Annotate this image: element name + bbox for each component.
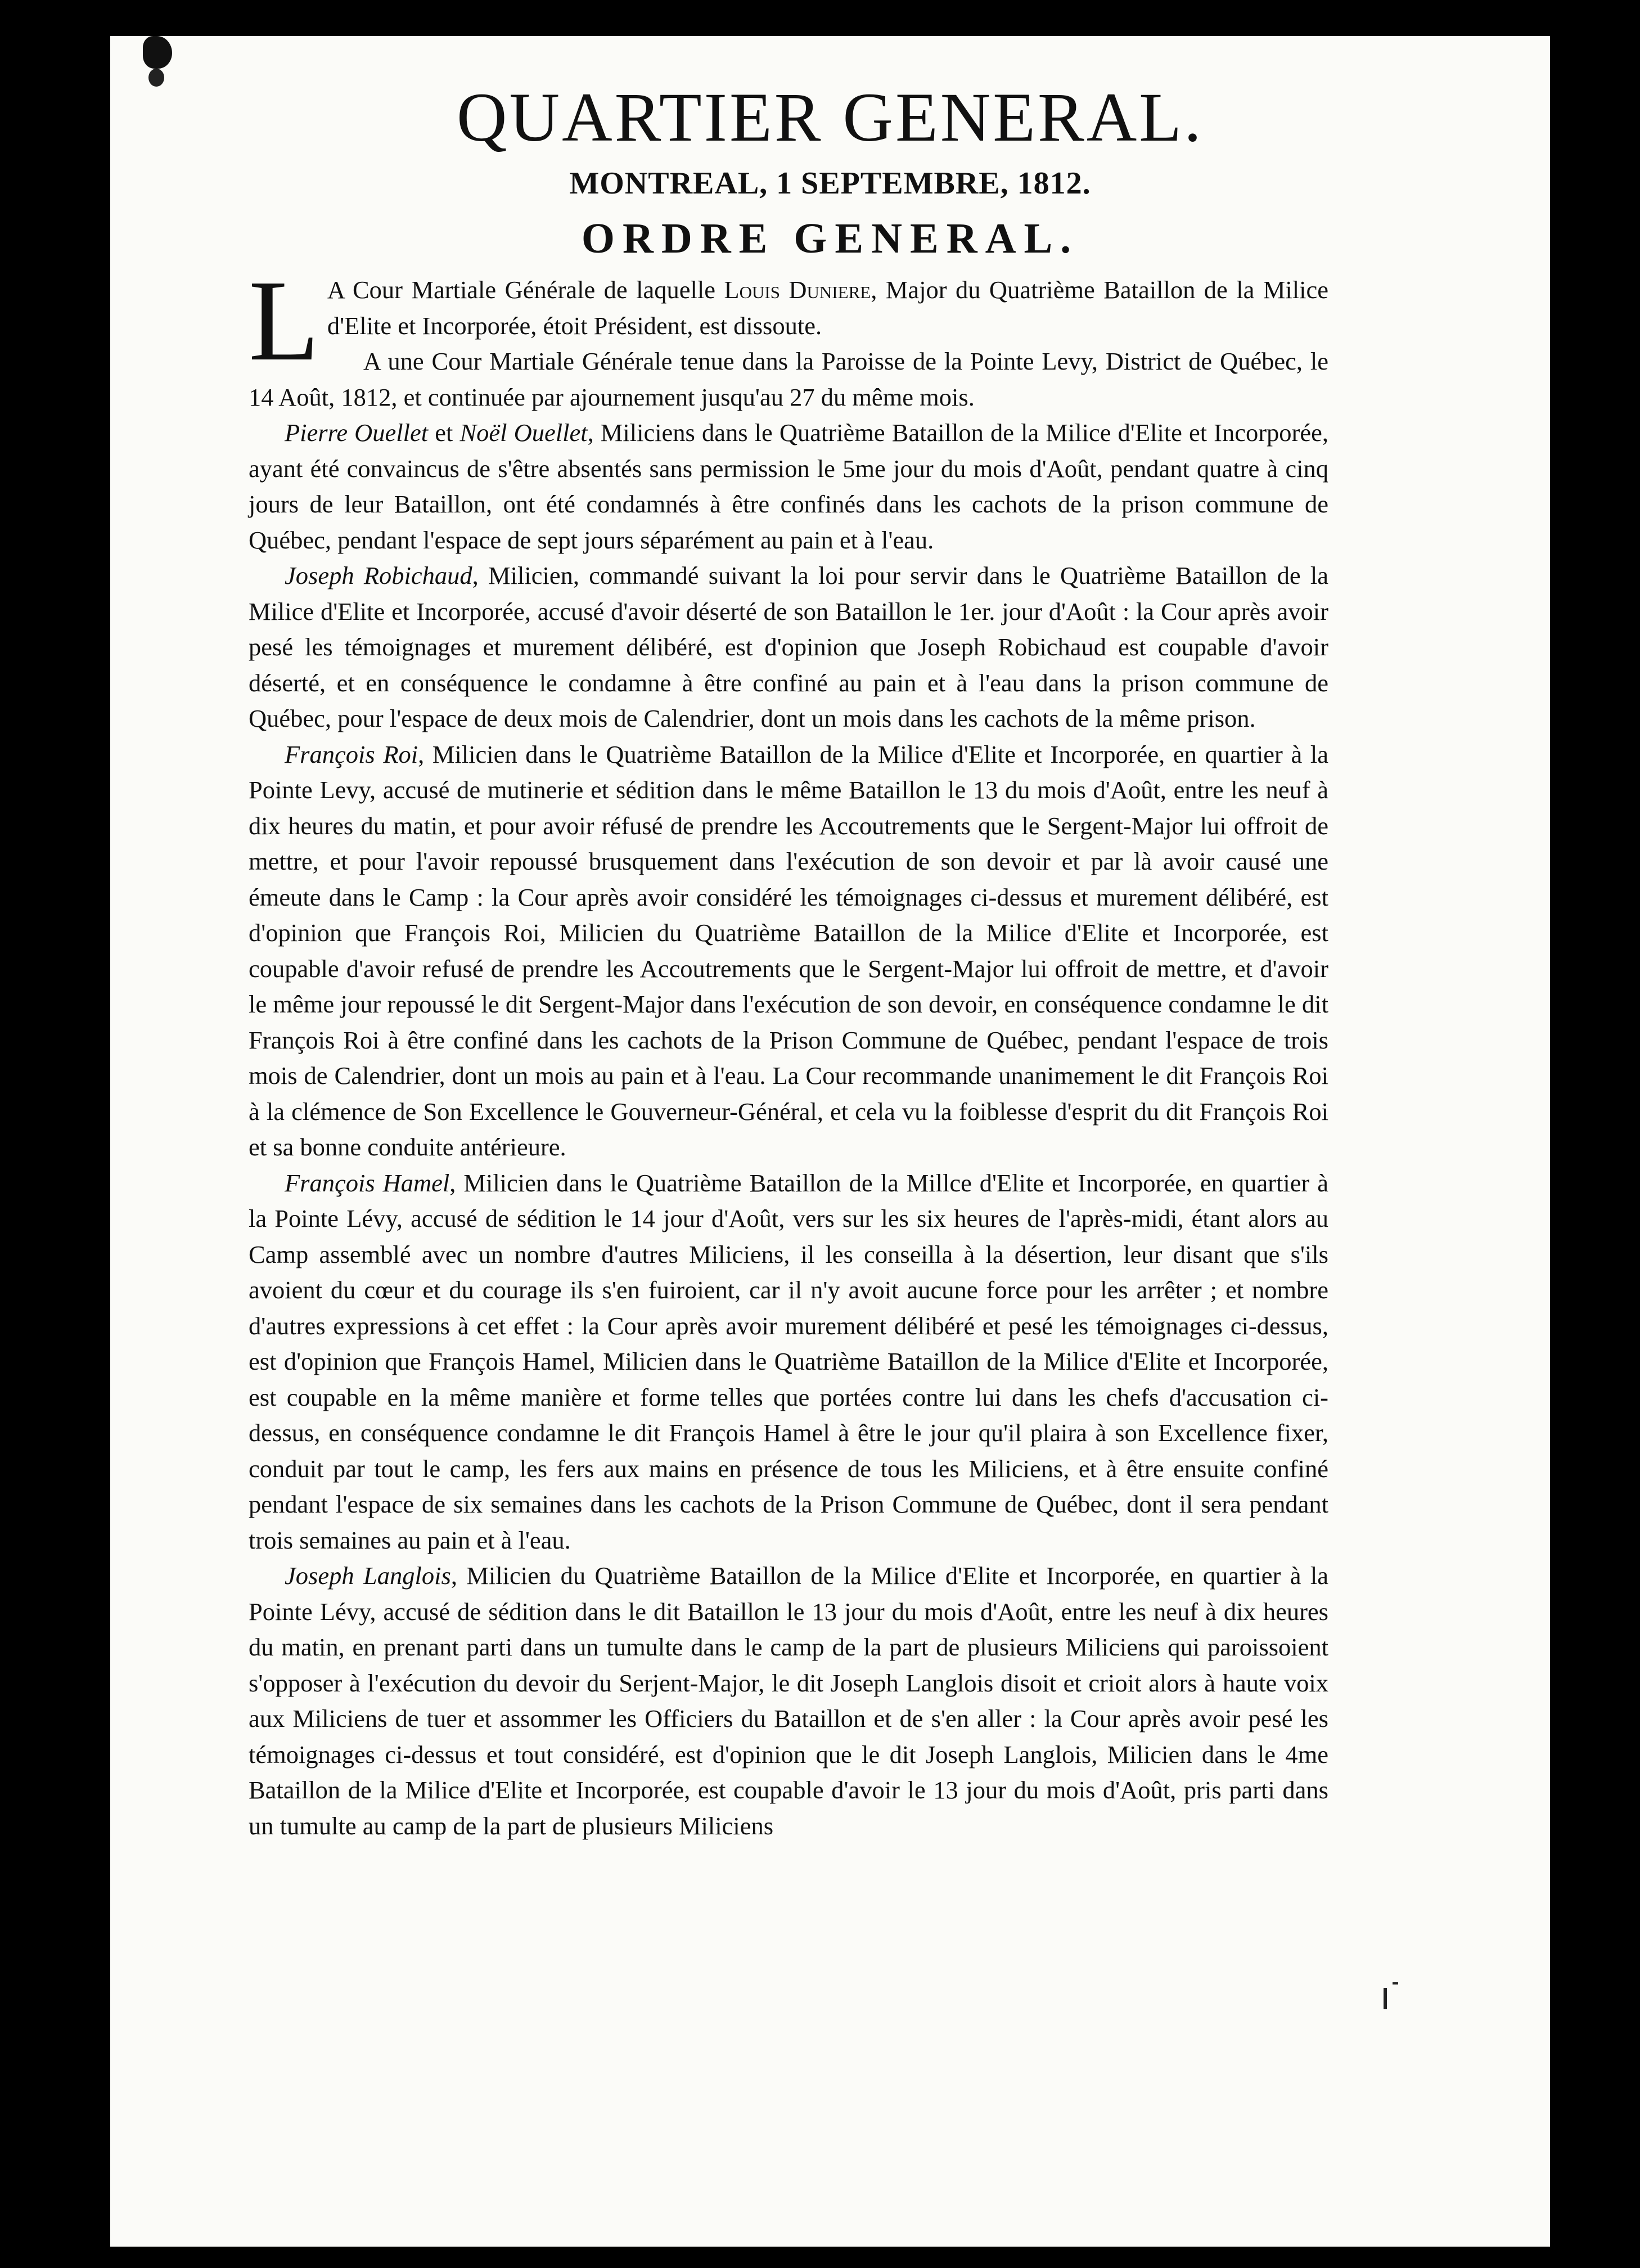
president-name: Louis Duniere [724,276,871,304]
document-header [110,75,1550,267]
paragraph-roi [249,737,1328,1166]
margin-mark [1393,1982,1398,1984]
defendant-name: Joseph Langlois [285,1562,451,1590]
ink-blot [143,36,172,69]
document-body [249,256,1328,1844]
paragraph-court-session [249,344,1328,415]
text-segment: , Major du Quatrième Bataillon de la Milice d'Elite et Incorporée, étoit Président, est dissoute. [327,276,1328,340]
date-line: MONTREAL, 1 SEPTEMBRE, 1812. [569,166,1091,201]
text-segment: , Milicien dans le Quatrième Bataillon de la Milice d'Elite et Incorporée, en quartier à la Pointe Levy, accusé de mutinerie et sédition dans le même Bataillon le 13 du mois d'Août, entre les neuf à dix heures du matin, et pour avoir réfusé de prendre les Accoutrements que le Sergent-Major lui offroit de mettre, et pour l'avoir repoussé brusquement dans l'exécution de son devoir et par là avoir causé une émeute dans le Camp : la Cour après avoir considéré les témoignages ci-dessus et murement délibéré, est d'opinion que François Roi, Milicien du Quatrième Bataillon de la Milice d'Elite et Incorporée, est coupable d'avoir refusé de prendre les Accoutrements que le Sergent-Major lui offroit de mettre, et d'avoir le même jour repoussé le dit Sergent-Major dans l'exécution de son devoir, en conséquence condamne le dit François Roi à être confiné dans les cachots de la Prison Commune de Québec, pendant l'espace de trois mois de Calendrier, dont un mois au pain et à l'eau. La Cour recommande unanimement le dit François Roi à la clémence de Son Excellence le Gouverneur-Général, et cela vu la foiblesse d'esprit du dit François Roi et sa bonne conduite antérieure. [249,740,1328,1161]
defendant-name: Noël Ouellet [459,418,588,447]
text-segment: , Milicien, commandé suivant la loi pour servir dans le Quatrième Bataillon de la Milice d'Elite et Incorporée, accusé d'avoir déserté de son Bataillon le 1er. jour d'Août : la Cour après avoir pesé les témoignages et murement délibéré, est d'opinion que Joseph Robichaud est coupable d'avoir déserté, et en conséquence le condamne à être confiné au pain et à l'eau dans la prison commune de Québec, pour l'espace de deux mois de Calendrier, dont un mois dans les cachots de la même prison. [249,561,1328,732]
order-title: ORDRE GENERAL. [581,215,1079,262]
document-page [110,36,1550,2247]
drop-cap: L [249,256,319,385]
text-segment: A Cour Martiale Générale de laquelle [327,276,724,304]
defendant-name: Pierre Ouellet [285,418,429,447]
paragraph-ouellet [249,415,1328,558]
defendant-name: Joseph Robichaud [285,561,472,590]
text-segment: et [428,418,460,447]
paragraph-langlois [249,1558,1328,1844]
paragraph-robichaud [249,558,1328,737]
paragraph-hamel [249,1166,1328,1559]
margin-mark [1384,1988,1387,2009]
page-title: QUARTIER GENERAL. [457,79,1204,156]
defendant-name: François Roi [285,740,418,768]
text-segment: , Milicien du Quatrième Bataillon de la Milice d'Elite et Incorporée, en quartier à la Pointe Lévy, accusé de sédition dans le dit Bataillon le 13 jour du mois d'Août, entre les neuf à dix heures du matin, en prenant parti dans un tumulte dans le camp de la part de plusieurs Miliciens qui paroissoient s'opposer à l'exécution du devoir du Serjent-Major, le dit Joseph Langlois disoit et crioit alors à haute voix aux Miliciens de tuer et assommer les Officiers du Bataillon et de s'en aller : la Cour après avoir pesé les témoignages ci-dessus et tout considéré, est d'opinion que le dit Joseph Langlois, Milicien dans le 4me Bataillon de la Milice d'Elite et Incorporée, est coupable d'avoir le 13 jour du mois d'Août, pris parti dans un tumulte au camp de la part de plusieurs Miliciens [249,1562,1328,1840]
defendant-name: François Hamel [285,1168,450,1197]
text-segment: A une Cour Martiale Générale tenue dans la Paroisse de la Pointe Levy, District de Québec, le 14 Août, 1812, et continuée par ajournement jusqu'au 27 du même mois. [249,347,1328,411]
text-segment: , Miliciens dans le Quatrième Bataillon de la Milice d'Elite et Incorporée, ayant été convaincus de s'être absentés sans permission le 5me jour du mois d'Août, pendant quatre à cinq jours de leur Bataillon, ont été condamnés à être confinés dans les cachots de la prison commune de Québec, pendant l'espace de sept jours séparément au pain et à l'eau. [249,418,1328,554]
text-segment: , Milicien dans le Quatrième Bataillon de la Millce d'Elite et Incorporée, en quartier à la Pointe Lévy, accusé de sédition le 14 jour d'Août, vers sur les six heures de l'après-midi, étant alors au Camp assemblé avec un nombre d'autres Miliciens, il les conseilla à la désertion, leur disant que s'ils avoient du cœur et du courage ils s'en fuiroient, car il n'y avoit aucune force pour les arrêter ; et nombre d'autres expressions à cet effet : la Cour après avoir murement délibéré et pesé les témoignages ci-dessus, est d'opinion que François Hamel, Milicien dans le Quatrième Bataillon de la Milice d'Elite et Incorporée, est coupable en la même manière et forme telles que portées contre lui dans les chefs d'accusation ci-dessus, en conséquence condamne le dit François Hamel à être le jour qu'il plaira à son Excellence fixer, conduit par tout le camp, les fers aux mains en présence de tous les Miliciens, et à être ensuite confiné pendant l'espace de six semaines dans les cachots de la Prison Commune de Québec, dont il sera pendant trois semaines au pain et à l'eau. [249,1168,1328,1554]
